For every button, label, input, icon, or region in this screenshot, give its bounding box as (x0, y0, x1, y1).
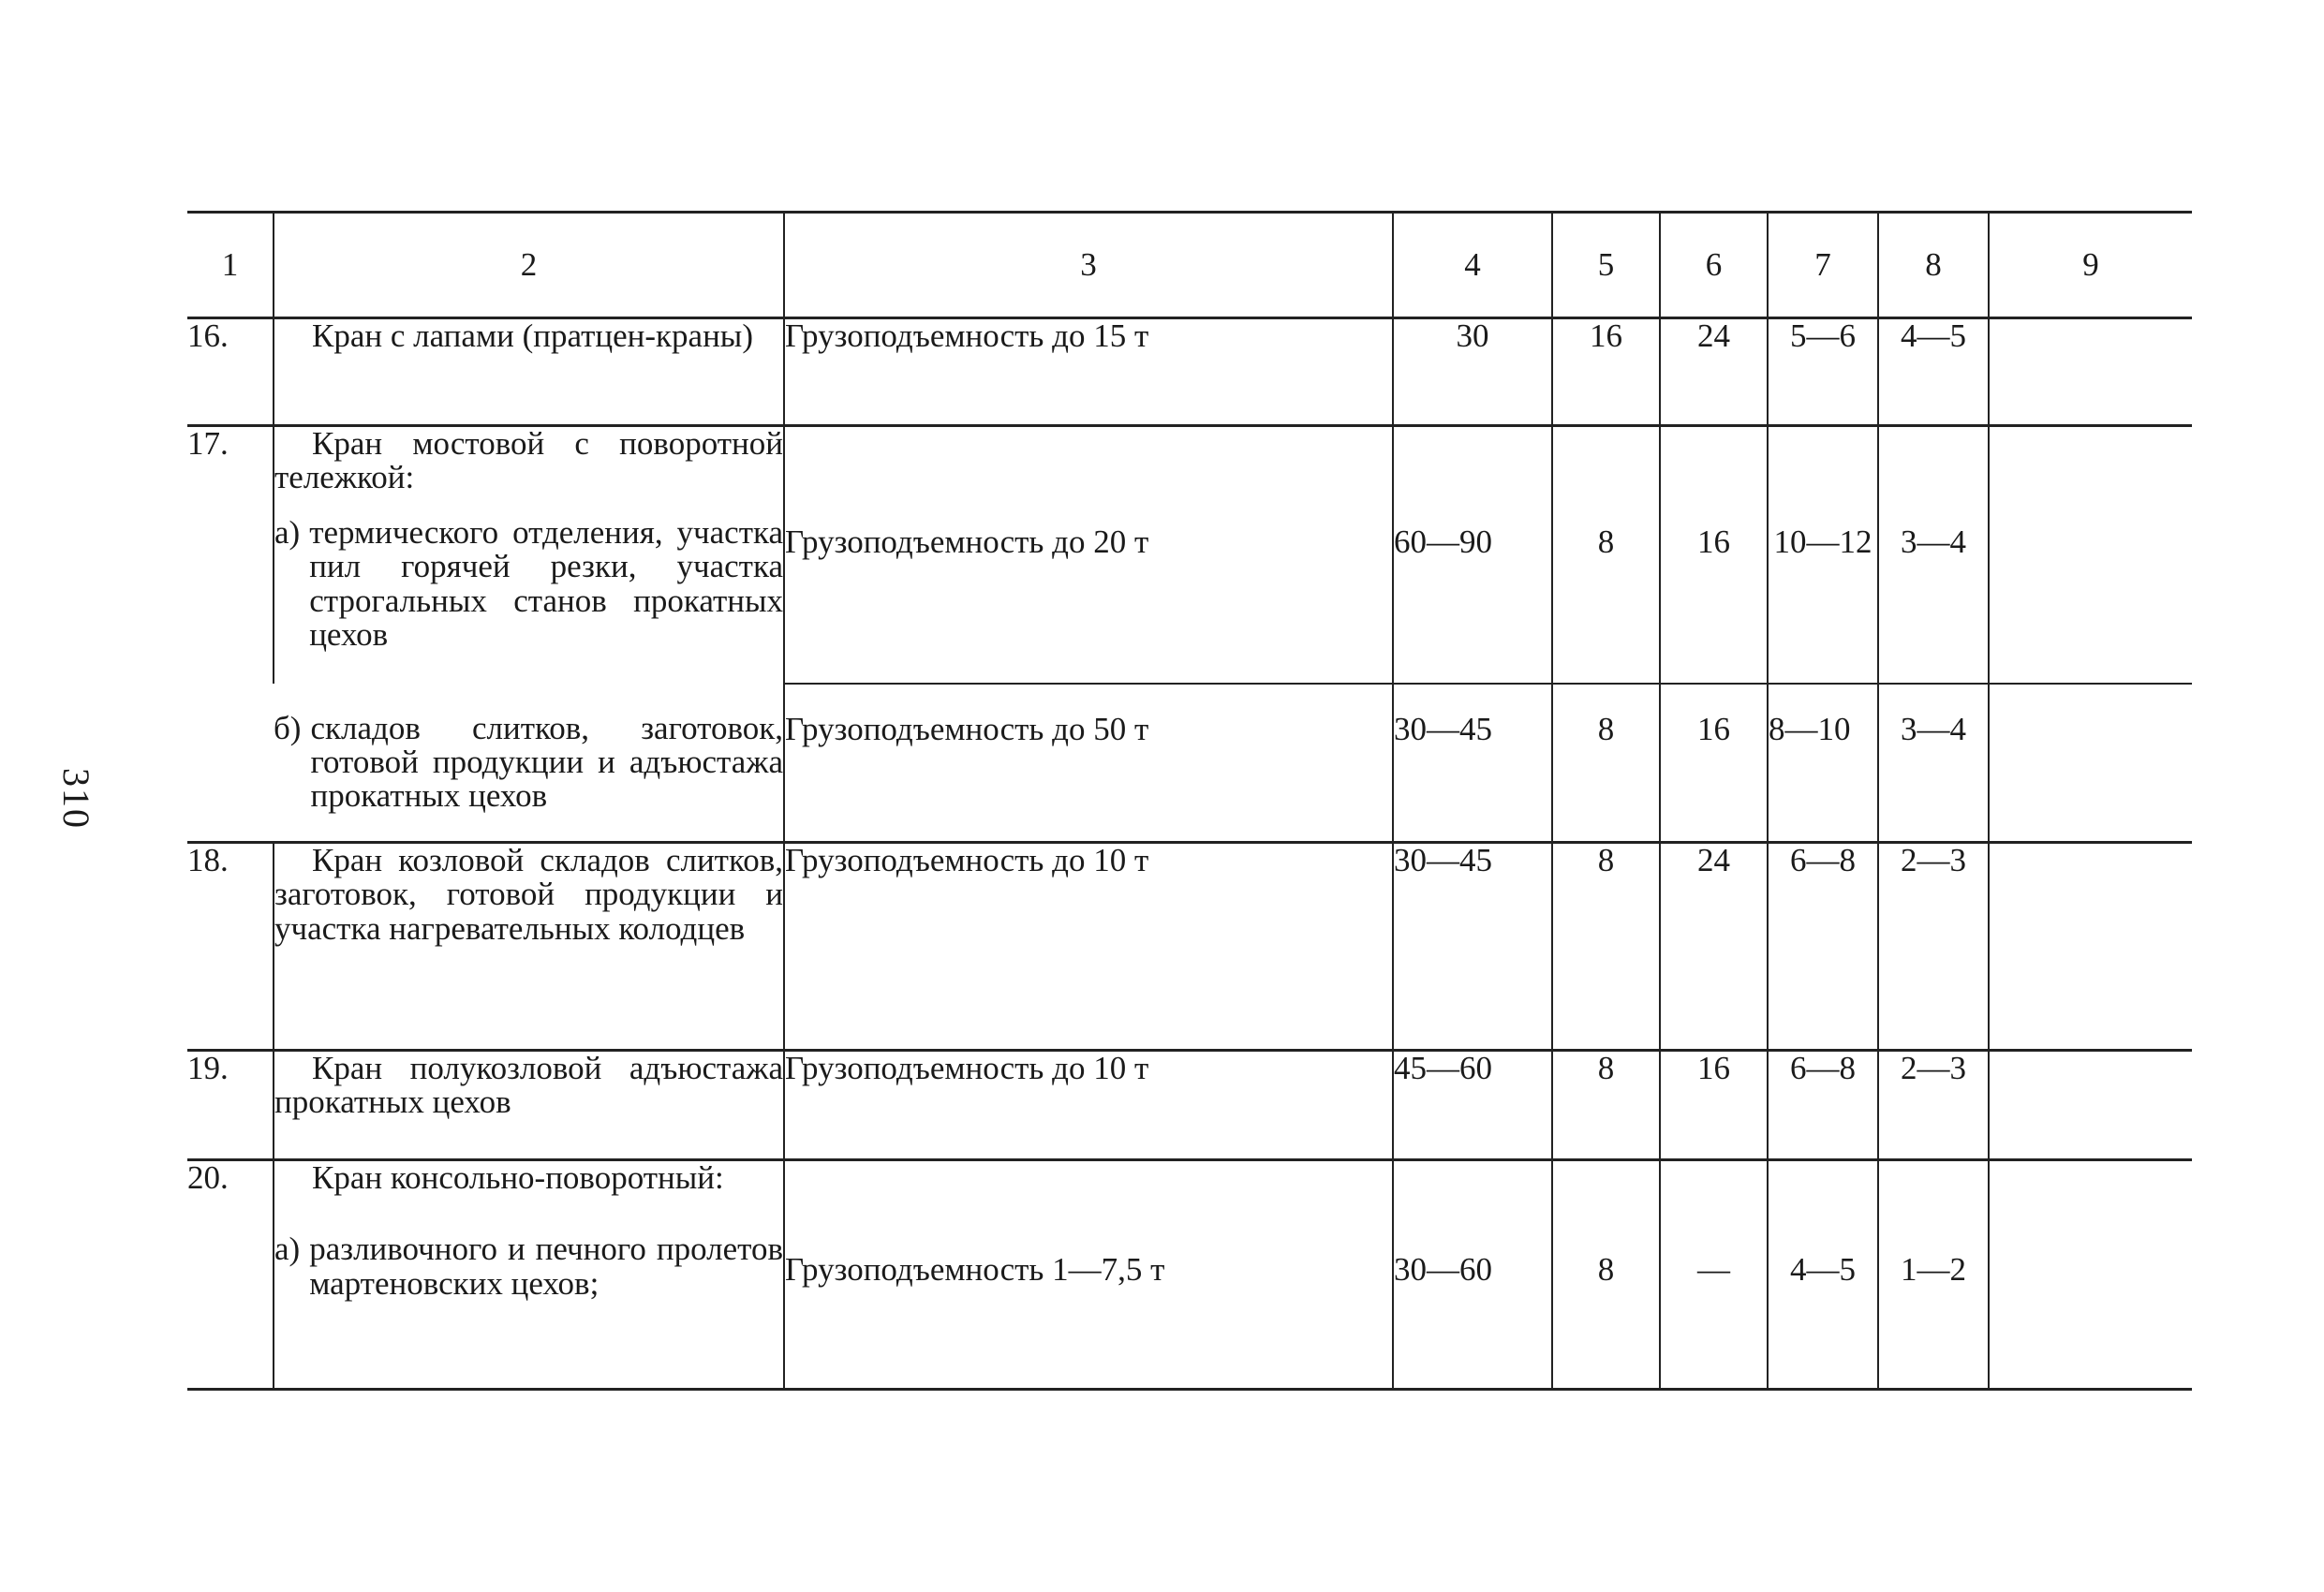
equipment-spec (784, 426, 1393, 684)
cell-col9 (1989, 684, 2192, 843)
equipment-name (274, 426, 784, 684)
sub-item-text: складов слитков, заготовок, готовой продукции и адъюстажа прокатных цехов (310, 709, 783, 815)
equipment-table (187, 211, 2192, 1391)
equipment-name (274, 1160, 784, 1390)
sub-item-text: термического отделения, участка пил горячей резки, участка строгальных станов прокатных цехов (309, 513, 783, 653)
equipment-spec: Грузоподъемность до 10 т (784, 843, 1393, 1051)
equipment-name-text: Кран консольно-поворотный: (312, 1159, 724, 1196)
equipment-spec: Грузоподъемность до 50 т (784, 684, 1393, 843)
sub-item (274, 1232, 783, 1301)
cell-col9 (1989, 318, 2192, 426)
column-header: 1 (187, 213, 274, 318)
cell-col5: 8 (1552, 1051, 1660, 1160)
cell-col6: 16 (1660, 426, 1768, 684)
cell-col5: 8 (1552, 684, 1660, 843)
equipment-name (274, 843, 784, 1051)
cell-col5: 16 (1552, 318, 1660, 426)
cell-col8: 1—2 (1878, 1160, 1989, 1390)
cell-col4: 30—45 (1393, 684, 1552, 843)
cell-col4: 60—90 (1393, 426, 1552, 684)
sub-item-text: разливочного и печного пролетов мартеновских цехов; (309, 1231, 783, 1302)
table-row (187, 684, 2192, 843)
column-header: 4 (1393, 213, 1552, 318)
column-header: 8 (1878, 213, 1989, 318)
cell-col6: 16 (1660, 1051, 1768, 1160)
equipment-spec: Грузоподъемность 1—7,5 т (784, 1160, 1393, 1390)
column-header: 7 (1768, 213, 1878, 318)
cell-col9 (1989, 1160, 2192, 1390)
cell-col6: 24 (1660, 318, 1768, 426)
equipment-spec-text: Грузоподъемность до 20 т (785, 523, 1149, 560)
sub-item-mark: б) (274, 709, 302, 746)
cell-col7: 10—12 (1768, 426, 1878, 684)
cell-col4: 30—60 (1393, 1160, 1552, 1390)
cell-col7: 6—8 (1768, 1051, 1878, 1160)
cell-col7: 5—6 (1768, 318, 1878, 426)
column-header: 9 (1989, 213, 2192, 318)
cell-col7: 4—5 (1768, 1160, 1878, 1390)
row-number: 20. (187, 1160, 274, 1390)
row-number: 18. (187, 843, 274, 1051)
equipment-spec: Грузоподъемность до 10 т (784, 1051, 1393, 1160)
equipment-name (274, 1051, 784, 1160)
sub-item (274, 513, 783, 653)
cell-col9 (1989, 843, 2192, 1051)
cell-col5: 8 (1552, 1160, 1660, 1390)
sub-item (274, 709, 783, 815)
cell-col9 (1989, 426, 2192, 684)
row-number: 19. (187, 1051, 274, 1160)
sub-item-mark: а) (274, 1231, 301, 1268)
equipment-name-text: Кран полукозловой адъюстажа прокатных цехов (274, 1050, 783, 1121)
cell-col7: 8—10 (1768, 684, 1878, 843)
column-header: 3 (784, 213, 1393, 318)
table-row (187, 843, 2192, 1051)
table-row (187, 318, 2192, 426)
page-number: 310 (55, 768, 97, 830)
row-number: 17. (187, 426, 274, 843)
cell-col4: 30—45 (1393, 843, 1552, 1051)
sub-item-mark: а) (274, 513, 301, 551)
cell-col5: 8 (1552, 843, 1660, 1051)
cell-col9 (1989, 1051, 2192, 1160)
cell-col7: 6—8 (1768, 843, 1878, 1051)
equipment-name (274, 318, 784, 426)
cell-col6: 24 (1660, 843, 1768, 1051)
column-header: 5 (1552, 213, 1660, 318)
cell-col8: 2—3 (1878, 843, 1989, 1051)
equipment-name-text: Кран козловой складов слитков, заготовок, готовой продукции и участка нагревательных колодцев (274, 842, 783, 947)
column-header: 2 (274, 213, 784, 318)
equipment-spec: Грузоподъемность до 15 т (784, 318, 1393, 426)
row-number: 16. (187, 318, 274, 426)
cell-col8: 4—5 (1878, 318, 1989, 426)
cell-col4: 45—60 (1393, 1051, 1552, 1160)
equipment-name-text: Кран мостовой с поворотной тележкой: (274, 425, 783, 496)
column-header: 6 (1660, 213, 1768, 318)
equipment-name (274, 684, 784, 843)
cell-col4: 30 (1393, 318, 1552, 426)
cell-col8: 3—4 (1878, 426, 1989, 684)
table-row (187, 1160, 2192, 1390)
cell-col6: 16 (1660, 684, 1768, 843)
table-row (187, 426, 2192, 684)
equipment-name-text: Кран с лапами (пратцен-краны) (312, 317, 753, 354)
table-row (187, 1051, 2192, 1160)
cell-col8: 2—3 (1878, 1051, 1989, 1160)
table-header-row (187, 213, 2192, 318)
cell-col5: 8 (1552, 426, 1660, 684)
cell-col6: — (1660, 1160, 1768, 1390)
cell-col8: 3—4 (1878, 684, 1989, 843)
